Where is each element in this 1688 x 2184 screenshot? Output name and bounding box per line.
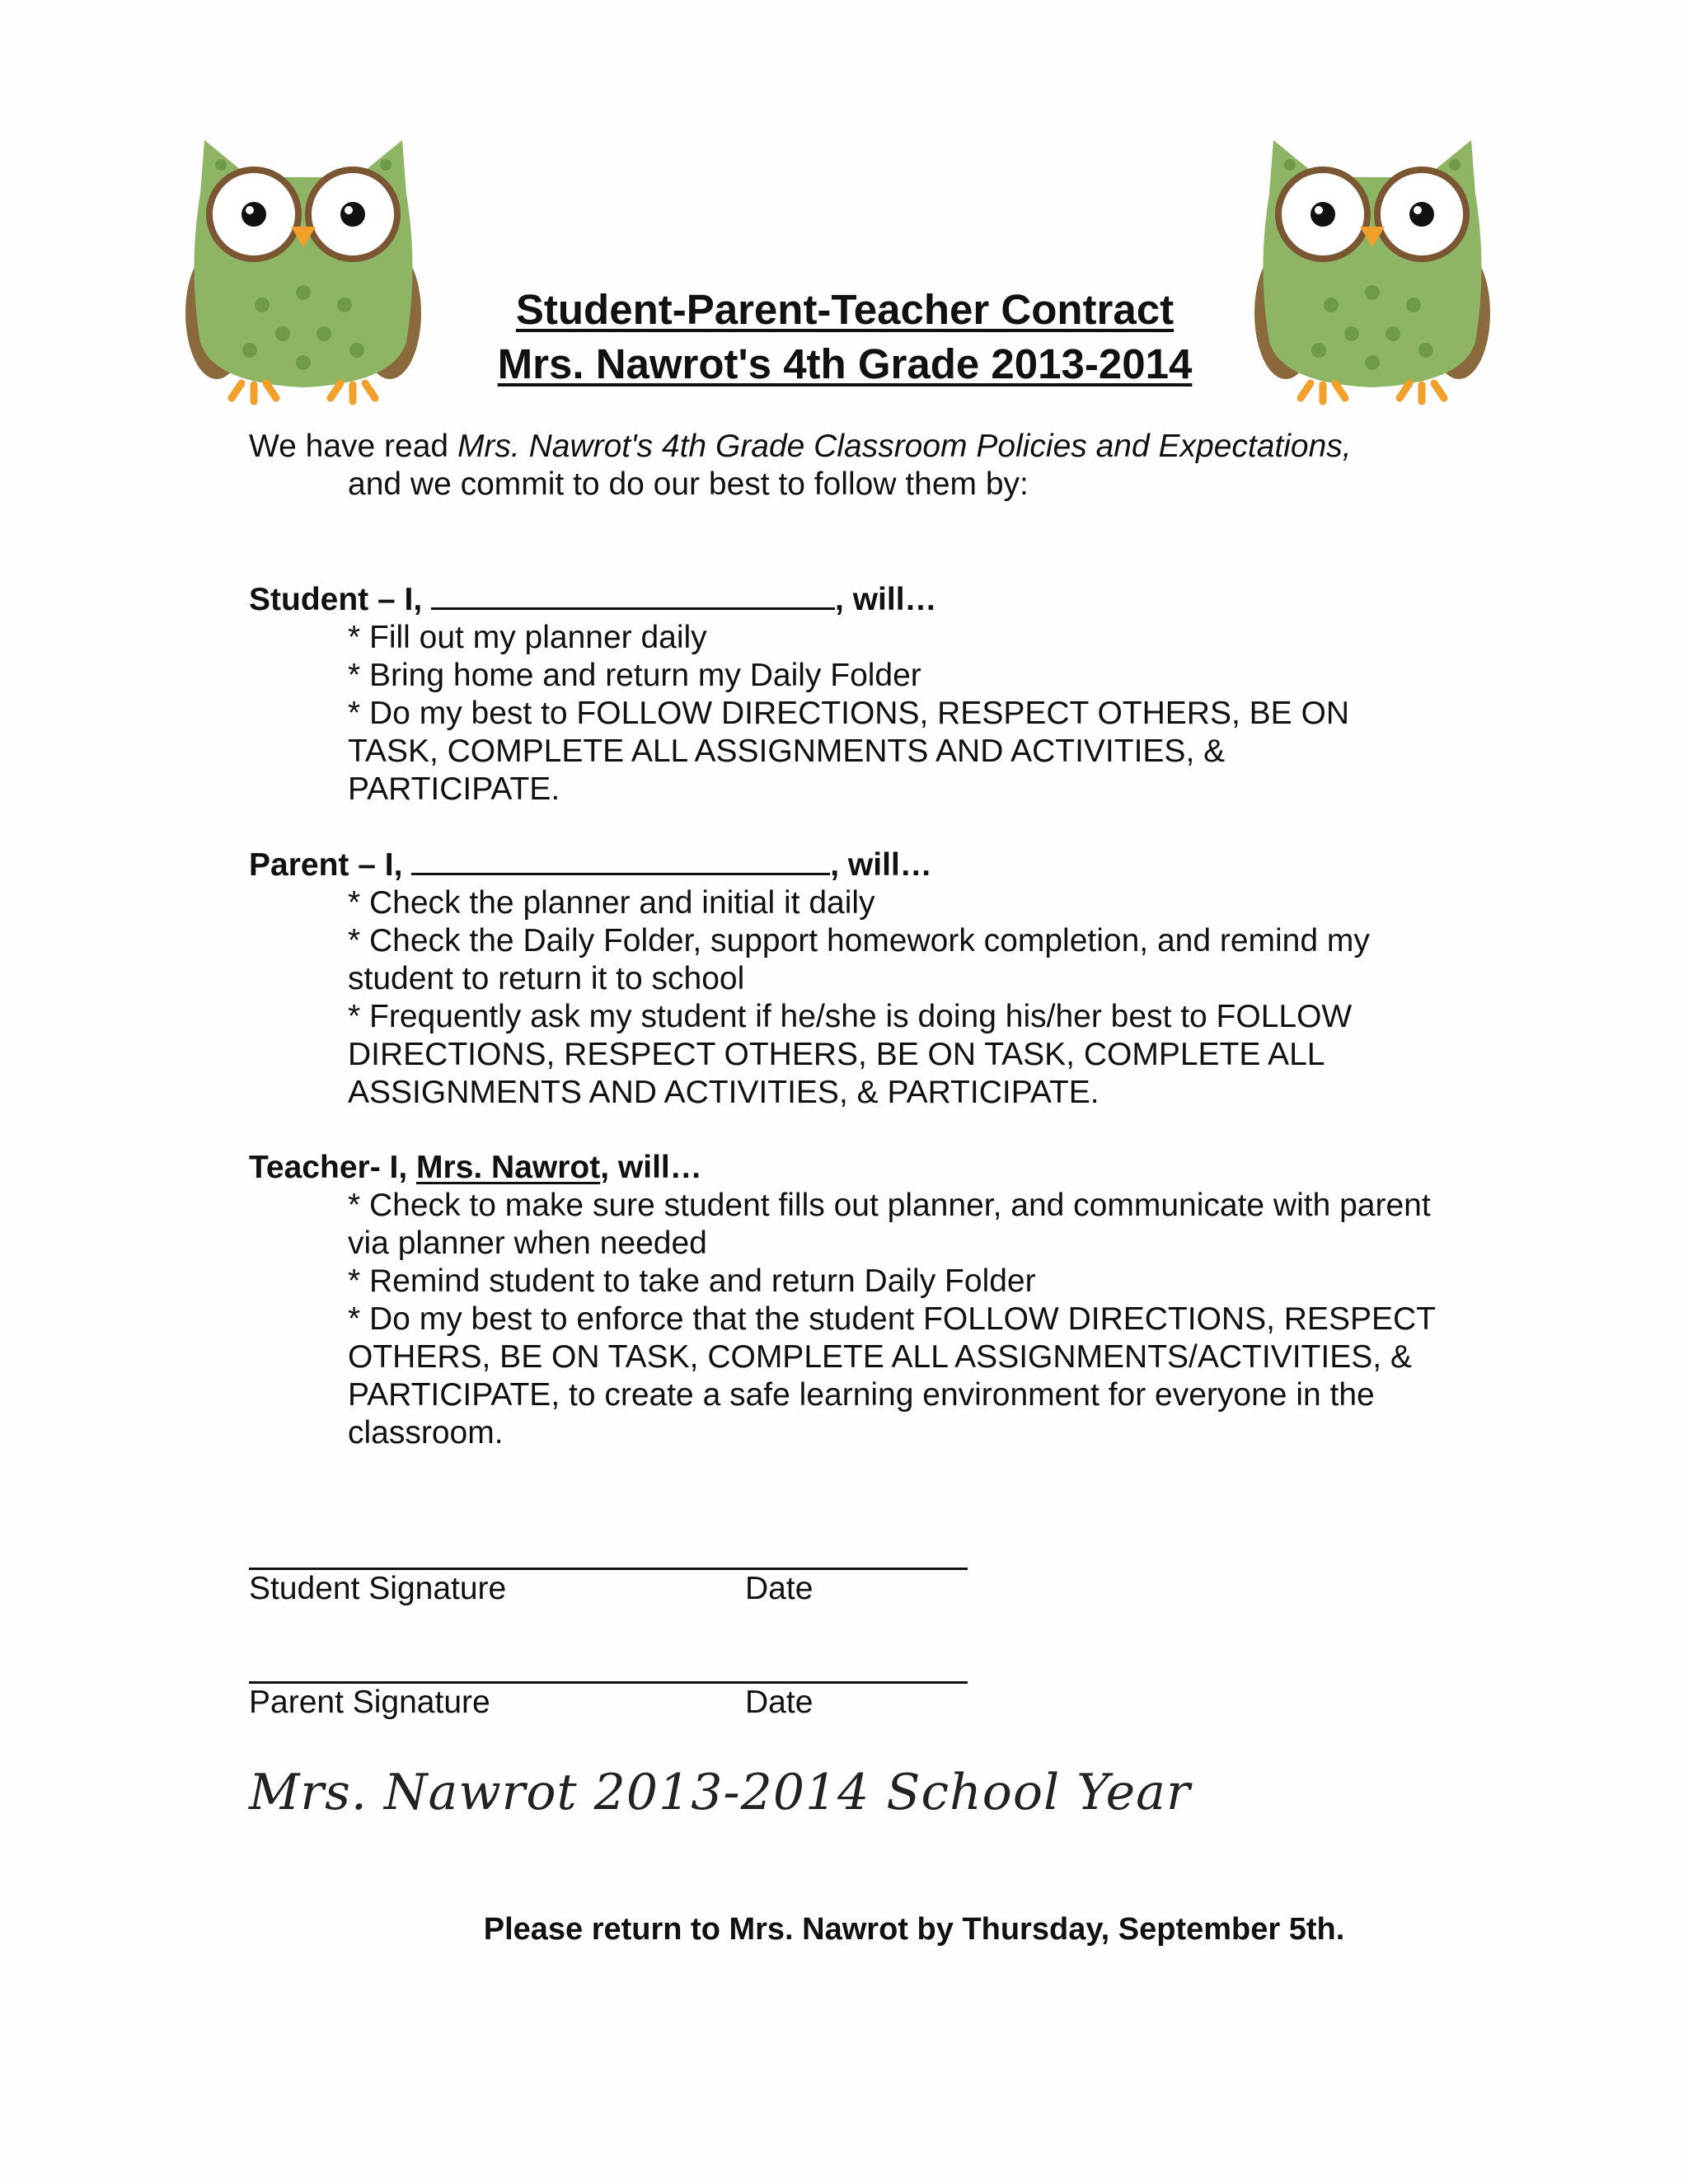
list-item: * Check the planner and initial it daily	[348, 885, 875, 921]
parent-heading	[249, 845, 1444, 884]
parent-heading-prefix: Parent – I,	[249, 847, 403, 883]
list-item: * Do my best to FOLLOW DIRECTIONS, RESPECT OTHERS, BE ON TASK, COMPLETE ALL ASSIGNMENTS AND ACTIVITIES, & PARTICIPATE.	[348, 696, 1350, 807]
list-item: * Remind student to take and return Daily Folder	[348, 1263, 1036, 1299]
list-item: * Fill out my planner daily	[348, 620, 707, 655]
return-note: Please return to Mrs. Nawrot by Thursday, September 5th.	[483, 1912, 1345, 1947]
student-heading-prefix: Student – I,	[249, 582, 423, 617]
list-item: * Frequently ask my student if he/she is doing his/her best to FOLLOW DIRECTIONS, RESPECT OTHERS, BE ON TASK, COMPLETE ALL ASSIGNMENTS AND ACTIVITIES, & PARTICIPATE.	[348, 999, 1353, 1110]
owl-illustration-right	[1240, 136, 1504, 408]
teacher-heading-prefix: Teacher- I,	[249, 1150, 417, 1185]
title-line-2: Mrs. Nawrot's 4th Grade 2013-2014	[497, 340, 1193, 387]
student-commitments	[249, 619, 1444, 808]
list-item: * Bring home and return my Daily Folder	[348, 658, 921, 693]
list-item: * Check the Daily Folder, support homework completion, and remind my student to return it to school	[348, 923, 1370, 996]
owl-illustration-left	[171, 136, 435, 408]
parent-name-blank[interactable]	[411, 845, 830, 875]
student-signature-label: Student Signature	[249, 1571, 507, 1606]
school-year-script: Mrs. Nawrot 2013-2014 School Year	[249, 1764, 1191, 1821]
owl-icon	[171, 136, 435, 408]
student-heading-suffix: , will…	[835, 582, 937, 617]
parent-signature-label: Parent Signature	[249, 1685, 490, 1720]
list-item: * Check to make sure student fills out planner, and communicate with parent via planner when needed	[348, 1188, 1431, 1261]
intro-prefix: We have read	[249, 429, 457, 464]
teacher-heading	[249, 1149, 1444, 1187]
teacher-heading-suffix: , will…	[600, 1150, 702, 1185]
student-date-label: Date	[745, 1571, 814, 1606]
parent-date-label: Date	[745, 1685, 814, 1720]
title-line-1: Student-Parent-Teacher Contract	[515, 286, 1175, 333]
teacher-section	[249, 1149, 1444, 1452]
intro-document-title: Mrs. Nawrot's 4th Grade Classroom Policies and Expectations,	[457, 429, 1352, 464]
intro-line-2: and we commit to do our best to follow them by:	[348, 466, 1029, 502]
intro-paragraph	[249, 428, 1485, 504]
teacher-commitments	[249, 1187, 1444, 1452]
parent-heading-suffix: , will…	[830, 847, 932, 883]
parent-commitments	[249, 884, 1444, 1112]
student-section	[249, 579, 1444, 808]
parent-section	[249, 845, 1444, 1112]
contract-title	[437, 283, 1253, 391]
student-name-blank[interactable]	[431, 579, 835, 610]
list-item: * Do my best to enforce that the student FOLLOW DIRECTIONS, RESPECT OTHERS, BE ON TASK, COMPLETE ALL ASSIGNMENTS/ACTIVITIES, & PARTICIPATE, to create a safe learning environment for everyone in the classroom.	[348, 1301, 1436, 1451]
teacher-name: Mrs. Nawrot	[416, 1150, 601, 1185]
student-heading	[249, 579, 1444, 619]
owl-icon	[1240, 136, 1504, 408]
